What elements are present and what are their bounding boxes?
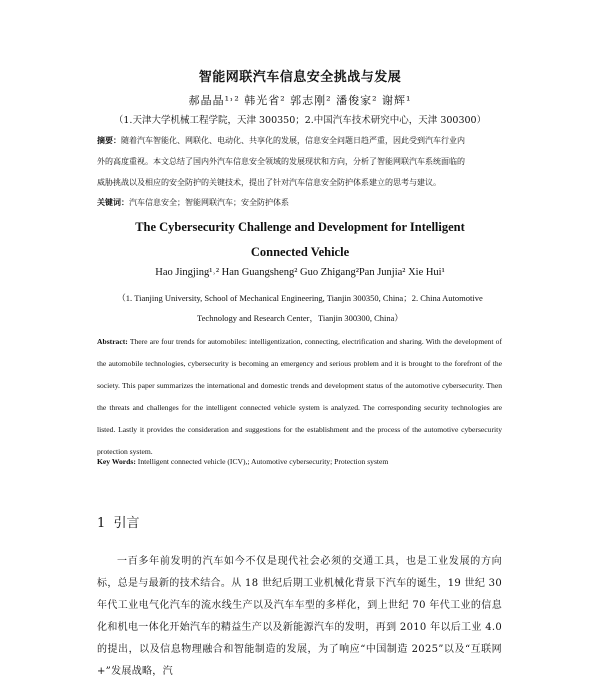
chinese-authors: 郝晶晶¹˒² 韩光省² 郭志刚² 潘俊家² 谢辉¹	[188, 94, 412, 107]
chinese-title: 智能网联汽车信息安全挑战与发展	[198, 70, 402, 85]
english-abstract-text: There are four trends for automobiles: intelligentization, connecting, electrification and sharing. With the development of the automobile technologies, cybersecurity is becoming an emergency and serious problem and it is brought to the forefront of the society. This paper summarizes the international and domestic trends and development status of the automotive cybersecurity. Then the threats and challenges for the intelligent connected vehicle system is analyzed. The corresponding security technologies are listed. Lastly it provides the consideration and suggestions for the establishment and the process of the automotive cybersecurity protection system.	[97, 337, 502, 456]
english-title-line-2: Connected Vehicle	[250, 245, 350, 259]
chinese-keywords: 汽车信息安全；智能网联汽车；安全防护体系	[129, 198, 289, 207]
section-heading	[97, 512, 140, 531]
chinese-abstract-line	[97, 135, 465, 146]
chinese-keywords-line	[97, 197, 289, 208]
english-abstract-label: Abstract:	[97, 337, 128, 346]
section-body: 一百多年前发明的汽车如今不仅是现代社会必须的交通工具，也是工业发展的方向标，总是与最新的技术结合。从 18 世纪后期工业机械化背景下汽车的诞生，19 世纪 30 年代工业电气化汽车的流水线生产以及汽车车型的多样化，到上世纪 70 年代工业的信息化和机电一体化开始汽车的精益生产以及新能源汽车的发明，再到 2010 年以后工业 4.0 的提出，以及信息物理融合和智能制造的发展，为了响应“中国制造 2025”以及“互联网+”发展战略，汽	[97, 556, 502, 677]
section-number: 1	[97, 516, 106, 531]
chinese-abstract-label: 摘要：	[97, 135, 121, 145]
chinese-keywords-label: 关键词：	[97, 197, 129, 207]
english-affiliation-line-1: （1. Tianjing University, School of Mechanical Engineering, Tianjin 300350, China；2. China Automotive	[117, 293, 483, 303]
english-title-line-1: The Cybersecurity Challenge and Development for Intelligent	[135, 220, 465, 234]
chinese-affiliation: （1.天津大学机械工程学院，天津 300350；2.中国汽车技术研究中心，天津 300300）	[113, 115, 487, 126]
english-affiliation-line-2: Technology and Research Center，Tianjin 300300, China）	[197, 313, 403, 323]
english-keywords-line	[97, 457, 388, 466]
section-title: 引言	[113, 516, 140, 531]
chinese-abstract-text: 随着汽车智能化、网联化、电动化、共享化的发展，信息安全问题日趋严重，因此受到汽车行业内	[121, 136, 465, 145]
chinese-abstract-line: 威胁挑战以及相应的安全防护的关键技术，提出了针对汽车信息安全防护体系建立的思考与建议。	[97, 178, 441, 187]
english-authors: Hao Jingjing¹˒² Han Guangsheng² Guo Zhigang²Pan Junjia² Xie Hui¹	[155, 267, 445, 278]
chinese-abstract-line: 外的高度重视。本文总结了国内外汽车信息安全领域的发展现状和方向，分析了智能网联汽车系统面临的	[97, 157, 465, 166]
english-abstract	[97, 331, 502, 463]
english-keywords: Intelligent connected vehicle (ICV),; Automotive cybersecurity; Protection system	[137, 457, 389, 466]
english-keywords-label: Key Words:	[97, 457, 136, 466]
